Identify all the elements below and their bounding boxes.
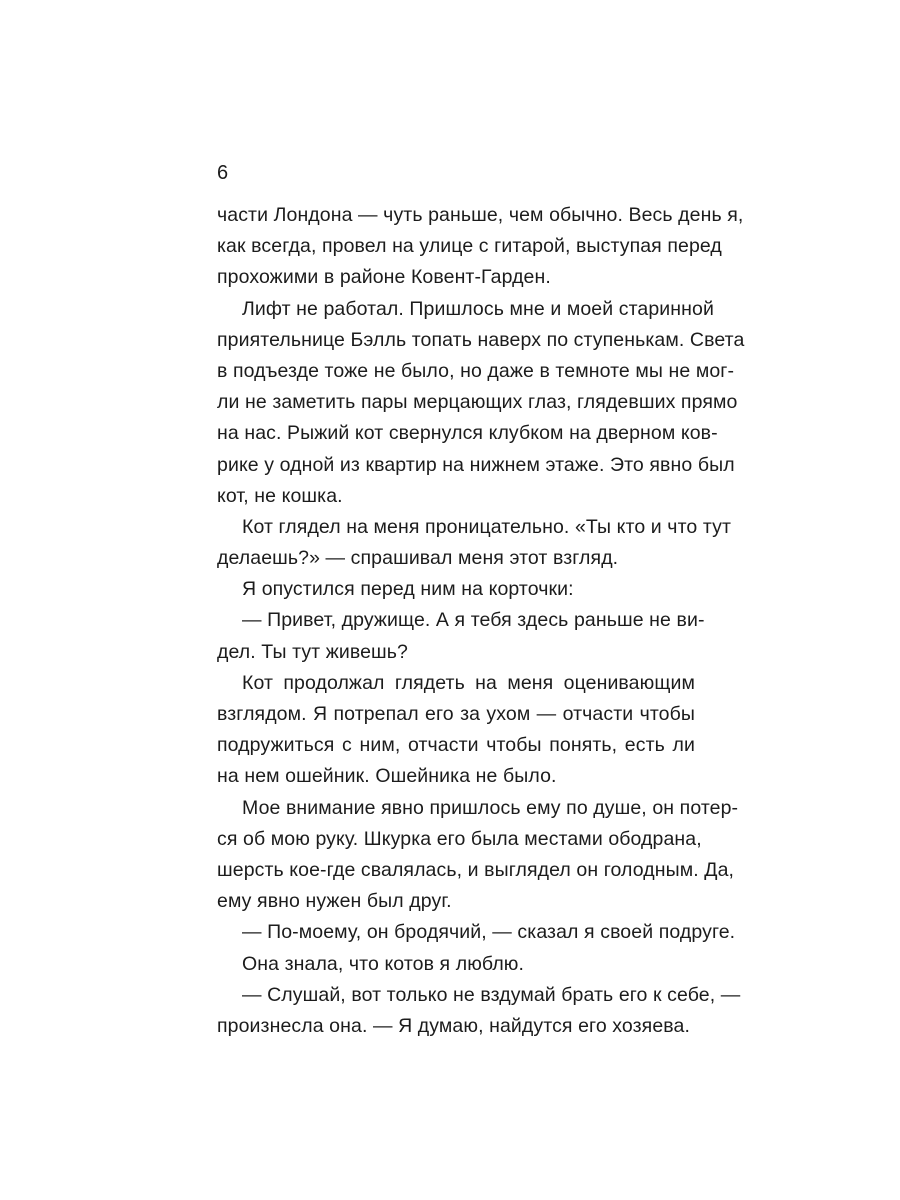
text-line: рике у одной из квартир на нижнем этаже. Это явно был	[217, 453, 735, 476]
text-line: Я опустился перед ним на корточки:	[242, 578, 574, 601]
text-line: — Привет, дружище. А я тебя здесь раньше не ви-	[242, 609, 705, 632]
text-line: Мое внимание явно пришлось ему по душе, он потер-	[242, 796, 739, 819]
text-line: дел. Ты тут живешь?	[217, 640, 408, 663]
text-line: шерсть кое-где свалялась, и выглядел он голодным. Да,	[217, 858, 735, 881]
page-number: 6	[217, 162, 229, 184]
body-text	[217, 200, 745, 1042]
text-line: Кот продолжал глядеть на меня оценивающим	[242, 671, 695, 694]
text-line: части Лондона — чуть раньше, чем обычно. Весь день я,	[217, 204, 744, 226]
text-line: Лифт не работал. Пришлось мне и моей старинной	[242, 297, 714, 320]
text-line: как всегда, провел на улице с гитарой, выступая перед	[217, 235, 722, 258]
text-line: взглядом. Я потрепал его за ухом — отчасти чтобы	[217, 703, 695, 725]
text-line: делаешь?» — спрашивал меня этот взгляд.	[217, 547, 619, 570]
text-line: на нем ошейник. Ошейника не было.	[217, 765, 557, 788]
text-line: ли не заметить пары мерцающих глаз, глядевших прямо	[217, 391, 738, 414]
text-line: на нас. Рыжий кот свернулся клубком на дверном ков-	[217, 422, 718, 445]
text-line: приятельнице Бэлль топать наверх по ступенькам. Света	[217, 328, 745, 351]
text-line: произнесла она. — Я думаю, найдутся его хозяева.	[217, 1014, 690, 1037]
text-line: Она знала, что котов я люблю.	[242, 952, 525, 975]
text-line: прохожими в районе Ковент-Гарден.	[217, 266, 551, 289]
text-line: — По-моему, он бродячий, — сказал я своей подруге.	[242, 921, 736, 944]
text-line: подружиться с ним, отчасти чтобы понять, есть ли	[217, 734, 695, 757]
text-line: в подъезде тоже не было, но даже в темноте мы не мог-	[217, 359, 735, 382]
text-line: кот, не кошка.	[217, 484, 343, 507]
text-line: — Слушай, вот только не вздумай брать его к себе, —	[242, 983, 741, 1006]
text-line: ему явно нужен был друг.	[217, 890, 452, 913]
text-line: Кот глядел на меня проницательно. «Ты кто и что тут	[242, 515, 731, 538]
text-line: ся об мою руку. Шкурка его была местами ободрана,	[217, 827, 702, 850]
